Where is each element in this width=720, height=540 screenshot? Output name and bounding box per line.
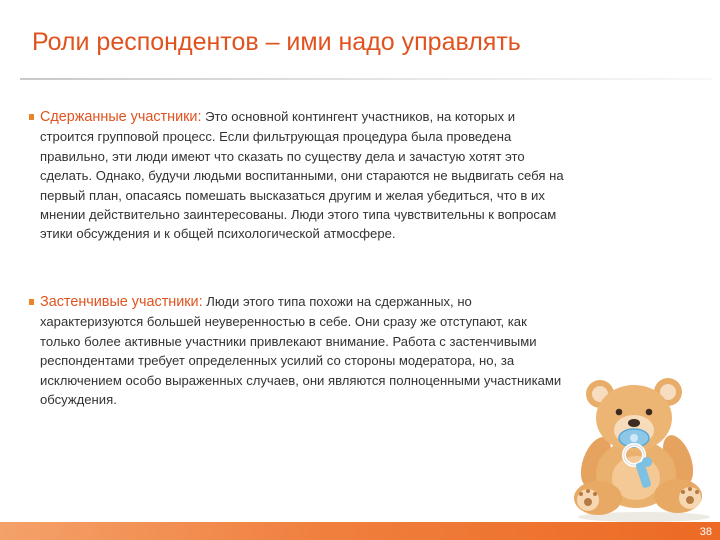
bullet-first-line [29, 292, 689, 312]
bullet-line: строится групповой процесс. Если фильтрующая процедура была проведена [40, 129, 512, 145]
bullet-line: мнении действительно заинтересованы. Люди этого типа чувствительны к вопросам [40, 207, 557, 223]
bullet-term: Сдержанные участники: [40, 109, 202, 125]
title-underline [20, 78, 712, 80]
bullet-line: первый план, опасаясь помешать высказаться другим и желая убедиться, что в их [40, 187, 545, 203]
footer-bar [0, 522, 720, 540]
bullet-term: Застенчивые участники: [40, 294, 203, 310]
bullet-line: этики обсуждения и к общей психологической атмосфере. [40, 226, 396, 242]
bullet-marker-icon [29, 114, 34, 120]
bullet-text: Это основной контингент участников, на которых и [201, 109, 516, 124]
teddy-bear-icon [566, 378, 716, 522]
bullet-line: только более активные участники привлекают внимание. Работа с застенчивыми [40, 333, 537, 349]
bullet-first-line [29, 107, 689, 127]
bullet-continuation [29, 127, 689, 243]
bullet-line: правильно, эти люди имеют что сказать по существу дела и зачастую хотят это [40, 148, 525, 164]
bullet-line: характеризуются большей неуверенностью в себе. Они сразу же отступают, как [40, 314, 527, 330]
bullet-line: сделать. Однако, будучи людьми воспитанными, они стараются не выдвигать себя на [40, 168, 564, 184]
bullet-marker-icon [29, 299, 34, 305]
bullet-line: обсуждения. [40, 392, 117, 408]
slide-title: Роли респондентов – ими надо управлять [32, 28, 521, 56]
page-number: 38 [699, 526, 712, 538]
bullet-reserved-participants [29, 107, 689, 244]
bullet-line: респондентами требует определенных усилий со стороны модератора, но, за [40, 353, 515, 369]
bullet-line: исключением особо выраженных случаев, они являются полноценными участниками [40, 372, 562, 388]
bullet-text: Люди этого типа похожи на сдержанных, но [202, 294, 472, 309]
